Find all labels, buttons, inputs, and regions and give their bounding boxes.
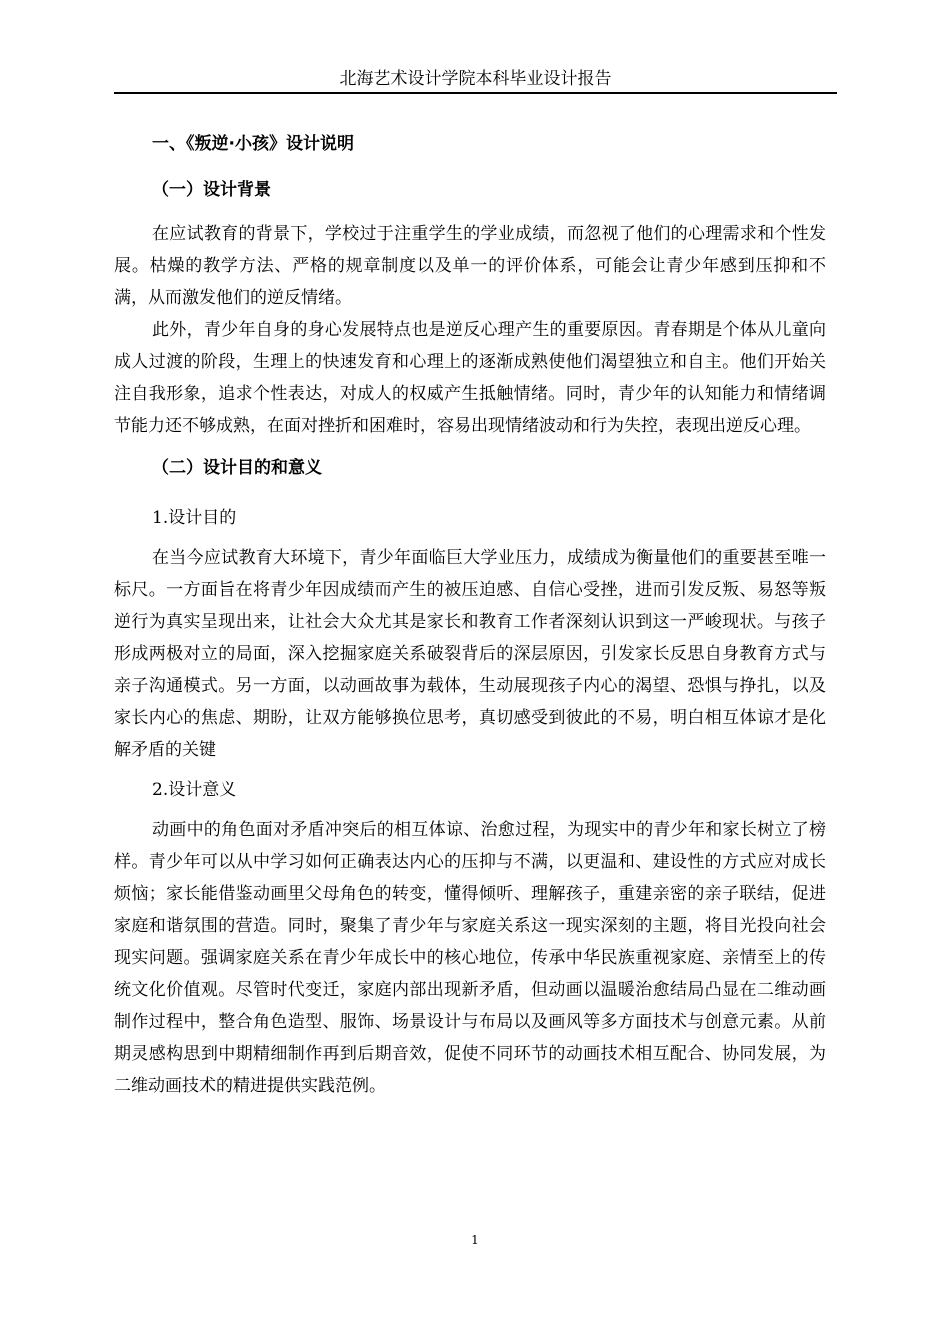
page-number: 1: [471, 1233, 479, 1247]
subsection-title-background: （一）设计背景: [152, 180, 271, 200]
paragraph-significance: 动画中的角色面对矛盾冲突后的相互体谅、治愈过程，为现实中的青少年和家长树立了榜样。青少年可以从中学习如何正确表达内心的压抑与不满，以更温和、建设性的方式应对成长烦恼；家长能借鉴动画里父母角色的转变，懂得倾听、理解孩子，重建亲密的亲子联结，促进家庭和谐氛围的营造。同时，聚集了青少年与家庭关系这一现实深刻的主题，将目光投向社会现实问题。强调家庭关系在青少年成长中的核心地位，传承中华民族重视家庭、亲情至上的传统文化价值观。尽管时代变迁，家庭内部出现新矛盾，但动画以温暖治愈结局凸显在二维动画制作过程中，整合角色造型、服饰、场景设计与布局以及画风等多方面技术与创意元素。从前期灵感构思到中期精细制作再到后期音效，促使不同环节的动画技术相互配合、协同发展，为二维动画技术的精进提供实践范例。: [114, 820, 826, 1096]
subsection-title-purpose-significance: （二）设计目的和意义: [152, 458, 322, 478]
paragraph-background-2: 此外，青少年自身的身心发展特点也是逆反心理产生的重要原因。青春期是个体从儿童向成人过渡的阶段，生理上的快速发育和心理上的逐渐成熟使他们渴望独立和自主。他们开始关注自我形象，追求个性表达，对成人的权威产生抵触情绪。同时，青少年的认知能力和情绪调节能力还不够成熟，在面对挫折和困难时，容易出现情绪波动和行为失控，表现出逆反心理。: [114, 320, 826, 436]
purpose-title: 1.设计目的: [152, 508, 237, 528]
paragraph-background-1: 在应试教育的背景下，学校过于注重学生的学业成绩，而忽视了他们的心理需求和个性发展。枯燥的教学方法、严格的规章制度以及单一的评价体系，可能会让青少年感到压抑和不满，从而激发他们的逆反情绪。: [114, 224, 826, 308]
significance-title: 2.设计意义: [152, 780, 237, 800]
paragraph-purpose: 在当今应试教育大环境下，青少年面临巨大学业压力，成绩成为衡量他们的重要甚至唯一标尺。一方面旨在将青少年因成绩而产生的被压迫感、自信心受挫，进而引发反叛、易怒等叛逆行为真实呈现出来，让社会大众尤其是家长和教育工作者深刻认识到这一严峻现状。与孩子形成两极对立的局面，深入挖掘家庭关系破裂背后的深层原因，引发家长反思自身教育方式与亲子沟通模式。另一方面，以动画故事为载体，生动展现孩子内心的渴望、恐惧与挣扎，以及家长内心的焦虑、期盼，让双方能够换位思考，真切感受到彼此的不易，明白相互体谅才是化解矛盾的关键: [114, 548, 826, 760]
page-header: 北海艺术设计学院本科毕业设计报告: [339, 69, 612, 89]
section-title: 一、《叛逆·小孩》设计说明: [152, 134, 354, 154]
header-rule: [114, 92, 837, 94]
document-body: [114, 126, 826, 1102]
